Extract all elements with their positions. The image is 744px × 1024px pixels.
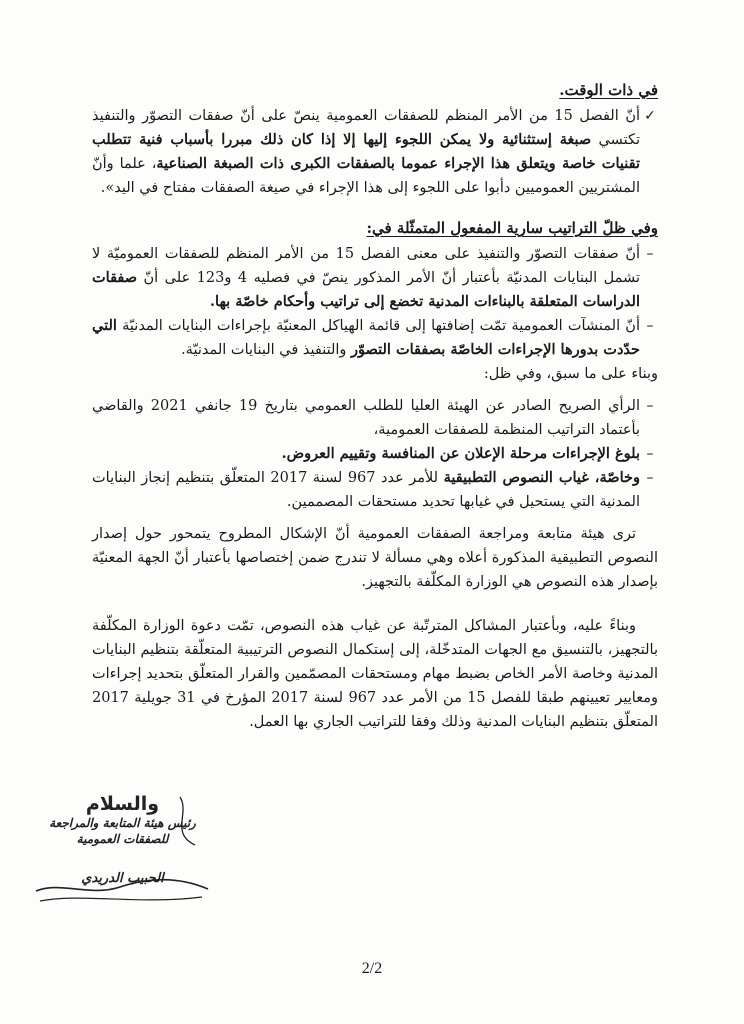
signatory-title-line2: للصفقات العمومية [76,832,169,846]
dash-bullet-icon: – [646,318,654,334]
regulations-heading: وفي ظلّ التراتيب سارية المفعول المتمثّلة في: [366,219,658,237]
dash-bullet-icon: – [646,246,654,262]
context-item [92,442,658,466]
page-number: 2/2 [361,960,383,977]
dash-bullet-icon: – [646,470,654,486]
regulation-item-bold: التي حدّدت بدورها الإجراءات الخاصّة بصفقات التصوّر [92,317,640,358]
based-on-line: وبناء على ما سبق، وفي ظل: [483,366,658,382]
regulation-item [92,242,658,314]
checkmark-icon: ✓ [644,108,656,124]
regulation-item [92,314,658,362]
signature-block [30,793,215,913]
check-list-item [92,104,658,200]
signature-scribble [30,793,215,913]
context-item [92,466,658,514]
regulation-item-bold: صفقات الدراسات المتعلقة بالبناءات المدنية تخضع إلى تراتيب وأحكام خاصّة بها. [92,269,640,310]
conclusion-paragraph: وبناءً عليه، وبأعتبار المشاكل المترتّبة عن غياب هذه النصوص، تمّت دعوة الوزارة المكلّفة بالتجهيز، بالتنسيق مع الجهات المتدخّلة، إلى إستكمال النصوص الترتيبية المتعلّقة بتنظيم البنايات المدنية وخاصة الأمر الخاص بضبط مهام ومستحقات المصمّمين والقرار المتعلّق بتحديد إجراءات ومعايير تعيينهم طبقا للفصل 15 من الأمر عدد 967 لسنة 2017 المؤرخ في 31 جويلية 2017 المتعلّق بتنظيم البنايات المدنية وذلك وفقا للتراتيب الجاري بها العمل. [92,618,658,730]
committee-paragraph: ترى هيئة متابعة ومراجعة الصفقات العمومية أنّ الإشكال المطروح يتمحور حول إصدار النصوص التطبيقية المذكورة أعلاه وهي مسألة لا تندرج ضمن إختصاصها بأعتبار أنّ الجهة المعنيّة بإصدار هذه النصوص هي الوزارة المكلّفة بالتجهيز. [92,526,658,590]
signatory-name: الحبيب الدريدي [81,871,164,886]
regulation-item-text: أنّ صفقات التصوّر والتنفيذ على معنى الفصل 15 من الأمر المنظم للصفقات العموميّة لا تشمل البنايات المدنيّة بأعتبار أنّ الأمر المذكور ينصّ في فصليه 4 و123 على أنّ [92,246,641,286]
context-item [92,394,658,442]
regulation-item-text: أنّ المنشآت العمومية تمّت إضافتها إلى قائمة الهياكل المعنيّة بإجراءات البنايات المدنيّة [116,318,640,334]
check-item-text-2: ، علما وأنّ المشتريين العموميين دأبوا على اللجوء إلى هذا الإجراء في صيغة الصفقات مفتاح في اليد». [92,156,640,196]
context-item-text: الرأي الصريح الصادر عن الهيئة العليا للطلب العمومي بتاريخ 19 جانفي 2021 والقاضي بأعتماد التراتيب المنظمة للصفقات العمومية، [92,398,640,438]
context-item-bold: وخاصّة، غياب النصوص التطبيقية [443,469,640,486]
context-item-bold: بلوغ الإجراءات مرحلة الإعلان عن المنافسة وتقييم العروض. [281,445,640,462]
signatory-title: رئيس هيئة المتابعة والمراجعة [49,816,196,830]
check-item-text-1: أنّ الفصل 15 من الأمر المنظم للصفقات العمومية ينصّ على أنّ صفقات التصوّر والتنفيذ تكتسي [92,108,640,148]
closing-salutation: والسلام [85,793,160,815]
context-item-text: للأمر عدد 967 لسنة 2017 المتعلّق بتنظيم إنجاز البنايات المدنية التي يستحيل في غيابها تحديد مستحقات المصممين. [92,470,640,510]
dash-bullet-icon: – [646,446,654,462]
intro-heading: في ذات الوقت. [559,81,658,99]
dash-bullet-icon: – [646,398,654,414]
regulation-item-text-end: والتنفيذ في البنايات المدنيّة. [181,342,352,358]
check-item-bold: صبغة إستثنائية ولا يمكن اللجوء إليها إلا إذا كان ذلك مبررا بأسباب فنية تتطلب تقنيات خاصة ويتعلق هذا الإجراء عموما بالصفقات الكبرى ذات الصبغة الصناعية [92,131,640,172]
